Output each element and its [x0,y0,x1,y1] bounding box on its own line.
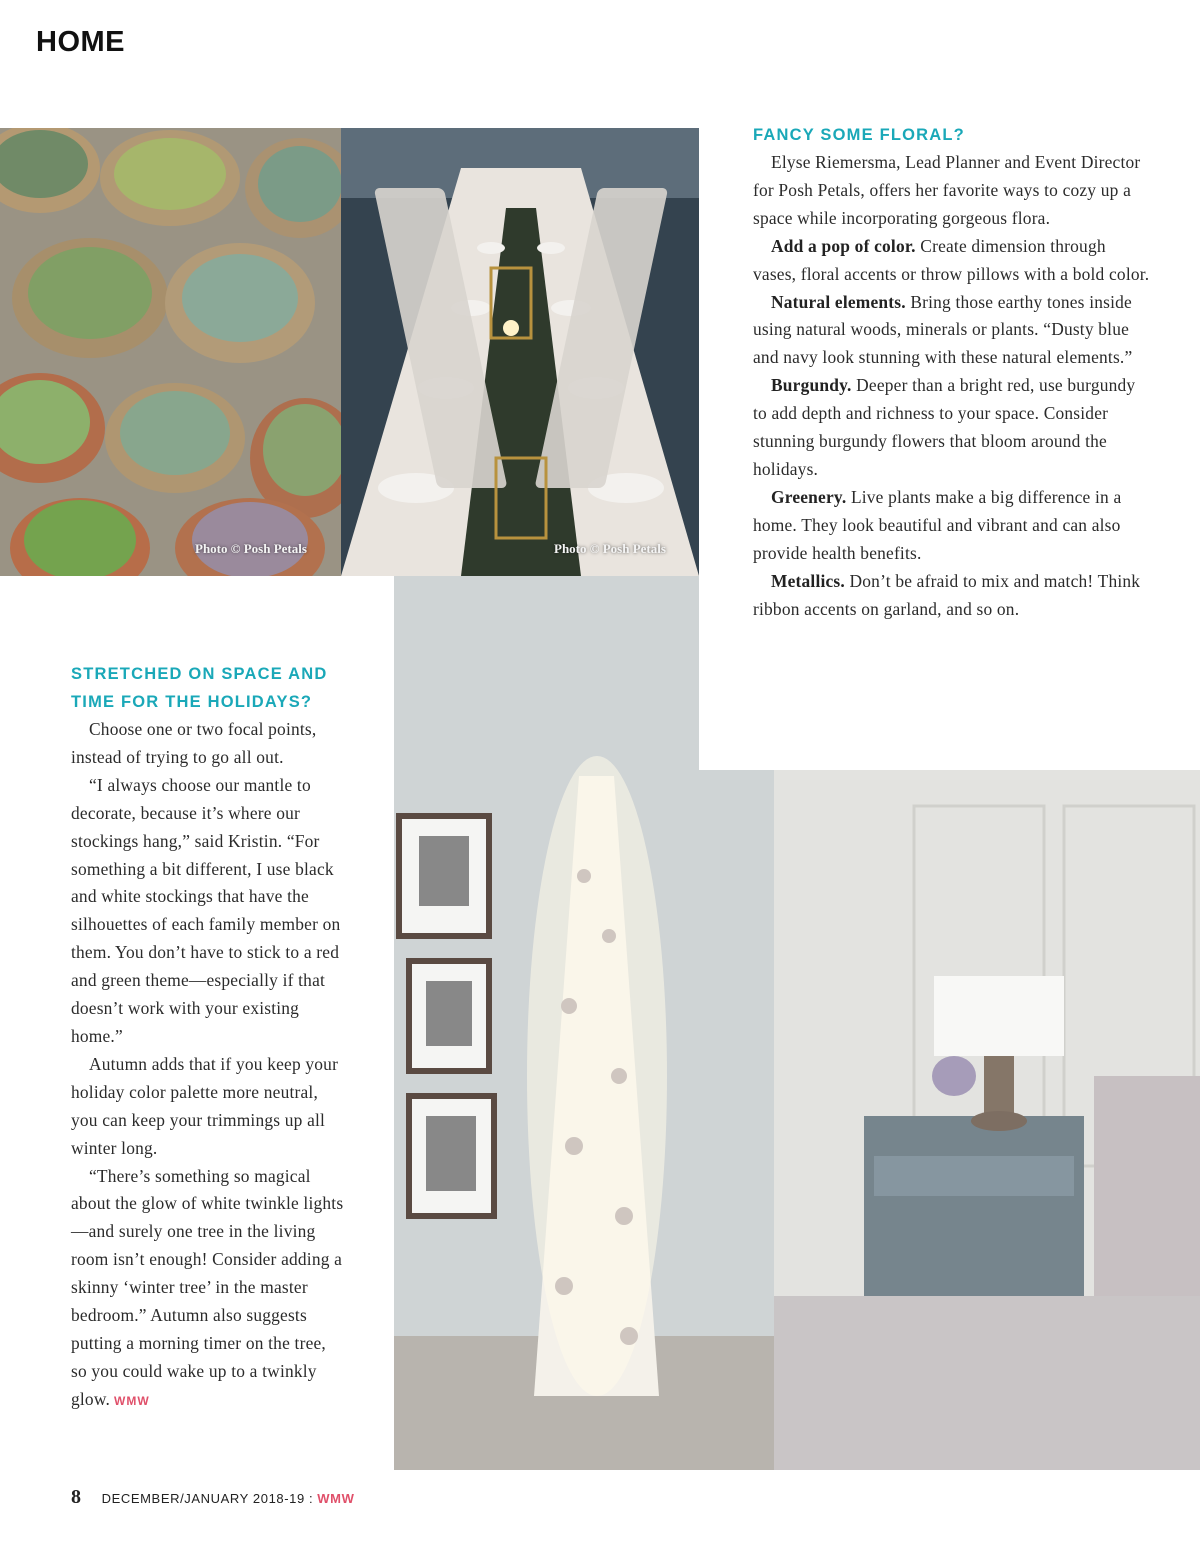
issue-date: DECEMBER/JANUARY 2018-19 : [101,1491,314,1506]
tip-paragraph [753,372,1153,484]
tip-title: Add a pop of color. [771,235,916,256]
closing-text: “There’s something so magical about the glow of white twinkle lights—and surely one tree in the living room isn’t enough! Consider adding a skinny ‘winter tree’ in the master bedroom.” Autumn also suggests putting a morning timer on the tree, so you could wake up to a twinkly glow. [71,1165,344,1409]
tip-text: Deeper than a bright red, use burgundy to add depth and richness to your space. Consider stunning burgundy flowers that bloom around the holidays. [753,375,1136,479]
floral-tips-column [753,121,1153,623]
tip-text: Live plants make a big difference in a home. They look beautiful and vibrant and can also provide health benefits. [753,486,1122,563]
photo-credit: Photo © Posh Petals [195,541,307,556]
banquet-table-photo [341,128,699,576]
succulents-photo [0,128,341,576]
page-footer [71,1486,354,1509]
magazine-brand: WMW [317,1491,355,1506]
floral-heading: FANCY SOME FLORAL? [753,126,965,144]
end-mark: WMW [114,1393,150,1408]
photo-credit: Photo © Posh Petals [554,541,666,556]
page-number: 8 [71,1486,82,1508]
floral-intro: Elyse Riemersma, Lead Planner and Event Director for Posh Petals, offers her favorite ways to cozy up a space while incorporating gorgeous flora. [753,152,1141,228]
tip-title: Greenery. [771,486,847,507]
section-label: HOME [36,26,125,58]
tip-title: Natural elements. [771,291,906,312]
tip-paragraph [753,568,1153,624]
tip-text: Don’t be afraid to mix and match! Think ribbon accents on garland, and so on. [753,570,1141,619]
tip-paragraph [753,484,1153,568]
holiday-heading: STRETCHED ON SPACE AND TIME FOR THE HOLIDAYS? [71,665,328,711]
body-paragraph [71,1163,346,1416]
body-paragraph: Choose one or two focal points, instead of trying to go all out. [71,719,317,767]
holiday-tips-column [71,660,346,1416]
tip-paragraph [753,233,1153,289]
tip-title: Burgundy. [771,375,852,396]
tip-title: Metallics. [771,570,845,591]
succulents-illustration [0,128,341,576]
tip-text: Bring those earthy tones inside using natural woods, minerals or plants. “Dusty blue and navy look stunning with these natural elements.” [753,291,1133,368]
body-paragraph: Autumn adds that if you keep your holiday color palette more neutral, you can keep your trimmings up all winter long. [71,1053,339,1158]
body-paragraph: “I always choose our mantle to decorate, because it’s where our stockings hang,” said Kristin. “For something a bit different, I use black and white stockings that have the silhouettes of each family member on them. You don’t have to stick to a red and green theme—especially if that doesn’t work with your existing home.” [71,774,341,1046]
tip-text: Create dimension through vases, floral accents or throw pillows with a bold color. [753,235,1150,284]
banquet-table-illustration [341,128,699,576]
tip-paragraph [753,289,1153,373]
